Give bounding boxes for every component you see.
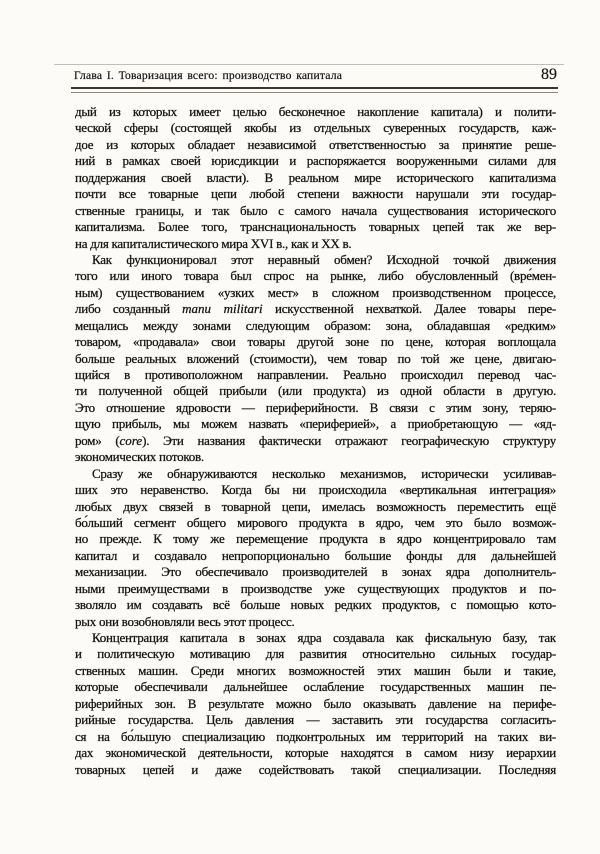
header-rule-thin <box>71 92 558 93</box>
header-top-rule <box>54 64 564 65</box>
text-line: мещались между зонами следующим образом: зона, обладавшая «редким» <box>75 317 556 333</box>
text-line: Концентрация капитала в зонах ядра создавала как фискальную базу, так <box>92 630 556 645</box>
header-rule-thick <box>71 87 558 89</box>
text-line: больше реальных вложений (стоимости), чем товар по той же цене, двигаю- <box>75 350 556 366</box>
text-line: риферийных зон. В результате можно было оказывать давление на перифе- <box>75 695 556 711</box>
text-line: любых двух связей в товарной цепи, имелась возможность переместить ещё <box>75 498 556 514</box>
text-line: ся на бо́льшую специализацию подконтрольных им территорий на таких ви- <box>75 728 556 744</box>
paragraph <box>75 630 556 778</box>
text-line: ственных машин. Среди многих возможностей этих машин были и такие, <box>75 662 556 678</box>
page-number: 89 <box>541 66 557 83</box>
text-line: зволяло им создавать всё больше новых редких продуктов, с помощью кото- <box>75 597 556 613</box>
text-line: бо́льший сегмент общего мирового продукта в ядро, чем это было возмож- <box>75 514 556 530</box>
text-line: рийные государства. Цель давления — заставить эти государства согласить- <box>75 712 556 728</box>
text-line: и политическую мотивацию для развития относительно сильных государ- <box>75 646 556 662</box>
text-line: того или иного товара был спрос на рынке, либо обусловленный (вре́мен- <box>75 268 556 284</box>
text-line: капитал и создавало непропорционально большие фонды для дальнейшей <box>75 547 556 563</box>
text-line: на для капиталистического мира XVI в., как и XX в. <box>75 235 352 251</box>
text-line: щийся в противоположном направлении. Реально происходил перевод час- <box>75 367 556 382</box>
text-line: Это отношение ядровости — периферийности. В связи с этим зону, теряю- <box>75 399 556 415</box>
text-line: щую прибыль, мы можем назвать «периферией», а приобретающую — «яд- <box>75 416 556 432</box>
text-line: ственные границы, и так было с самого начала существования исторического <box>75 202 556 218</box>
text-line: которые обеспечивали дальнейшее ослабление государственных машин пе- <box>75 679 556 695</box>
text-line: Как функционировал этот неравный обмен? Исходной точкой движения <box>92 251 556 267</box>
text-line: либо созданный manu militari искусственной нехваткой. Далее товары пере- <box>75 301 556 317</box>
text-line: но прежде. К тому же перемещение продукта в ядро концентрировало там <box>75 531 556 547</box>
text-line: капитализма. Более того, транснациональность товарных цепей так же вер- <box>75 219 556 235</box>
text-line: товаром, «продавала» свои товары другой зоне по цене, которая воплощала <box>75 334 556 350</box>
text-line: механизации. Это обеспечивало производителей в зонах ядра дополнитель- <box>75 564 556 580</box>
text-line: Сразу же обнаруживаются несколько механизмов, исторически усиливав- <box>92 465 556 481</box>
text-line: дах экономической деятельности, которые находятся в самом низу иерархии <box>75 745 556 761</box>
text-block <box>75 104 556 778</box>
text-line: ными преимуществами в производстве уже существующих продуктов и по- <box>75 580 556 596</box>
paragraph <box>75 252 556 466</box>
text-line: поддержания своей власти). В реальном мире исторического капитализма <box>75 169 556 185</box>
paragraph <box>75 466 556 630</box>
text-line: экономических потоков. <box>75 449 204 465</box>
text-line: товарных цепей и даже содействовать такой специализации. Последняя <box>75 761 556 777</box>
text-line: дое из которых обладает независимой ответственностью за принятие реше- <box>75 136 556 152</box>
text-line: ших это неравенство. Когда бы ни происходила «вертикальная интеграция» <box>75 482 556 498</box>
text-line: ний в рамках своей юрисдикции и распоряжается вооруженными силами для <box>75 153 556 169</box>
text-line: ром» (core). Эти названия фактически отражают географическую структуру <box>75 432 556 448</box>
text-line: ным) существованием «узких мест» в сложном производственном процессе, <box>75 284 556 300</box>
text-line: ческой сферы (состоящей якобы из отдельных суверенных государств, каж- <box>75 120 556 136</box>
text-line: почти все товарные цепи любой степени важности нарушали эти государ- <box>75 186 556 202</box>
text-line: ти полученной общей прибыли (или продукта) из одной области в другую. <box>75 383 556 399</box>
chapter-title: Глава I. Товаризация всего: производство капитала <box>74 69 343 82</box>
text-line: рых они возобновляли весь этот процесс. <box>75 613 295 629</box>
paragraph <box>75 104 556 252</box>
text-line: дый из которых имеет целью бесконечное накопление капитала) и полити- <box>75 104 556 119</box>
running-header <box>74 66 557 86</box>
